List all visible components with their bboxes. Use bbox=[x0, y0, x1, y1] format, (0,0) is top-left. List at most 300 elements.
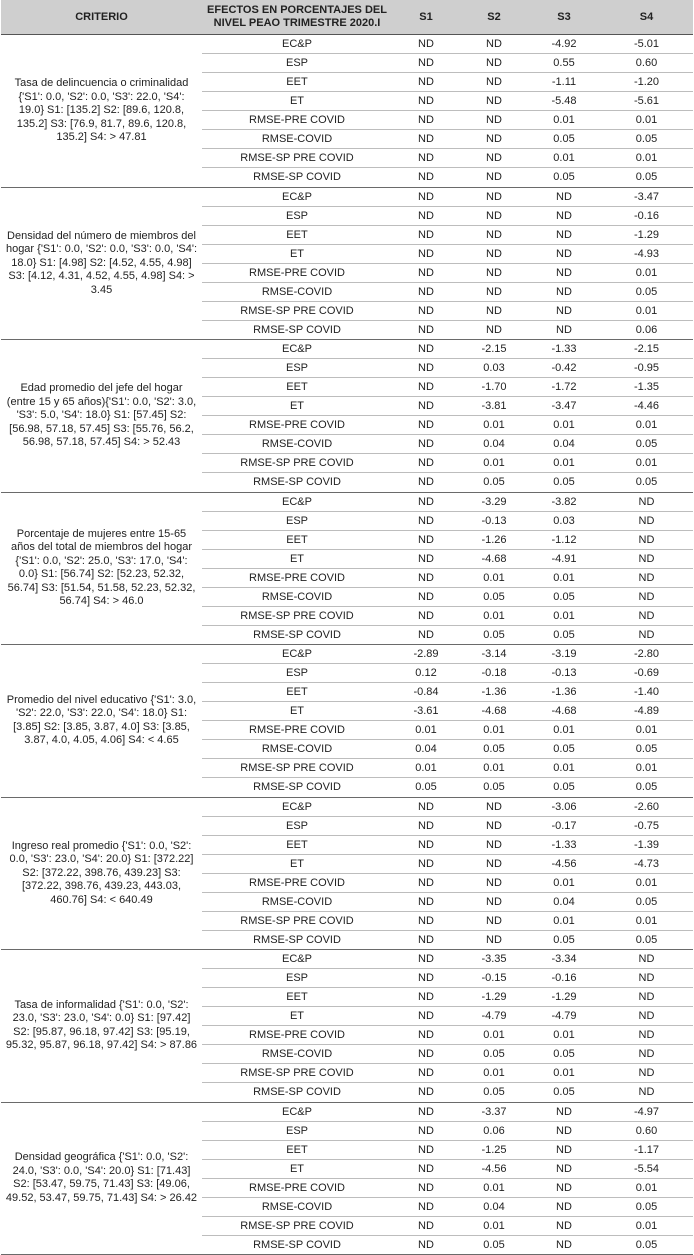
value-s2: -1.70 bbox=[460, 378, 528, 397]
value-s2: 0.06 bbox=[460, 1121, 528, 1140]
value-s4: ND bbox=[600, 511, 693, 530]
value-s4: ND bbox=[600, 1007, 693, 1026]
effect-label: ET bbox=[202, 549, 392, 568]
effect-label: ESP bbox=[202, 359, 392, 378]
value-s1: ND bbox=[392, 1235, 460, 1254]
effect-label: ESP bbox=[202, 206, 392, 225]
effect-label: RMSE-SP COVID bbox=[202, 168, 392, 187]
value-s1: ND bbox=[392, 54, 460, 73]
value-s1: ND bbox=[392, 92, 460, 111]
effect-label: EET bbox=[202, 988, 392, 1007]
value-s3: 0.01 bbox=[528, 721, 600, 740]
value-s2: -3.81 bbox=[460, 397, 528, 416]
table-row bbox=[1, 340, 693, 359]
value-s1: ND bbox=[392, 797, 460, 816]
effect-label: RMSE-SP COVID bbox=[202, 930, 392, 949]
effect-label: RMSE-SP COVID bbox=[202, 320, 392, 339]
value-s2: -4.56 bbox=[460, 1159, 528, 1178]
value-s1: ND bbox=[392, 73, 460, 92]
value-s2: ND bbox=[460, 854, 528, 873]
value-s3: 0.01 bbox=[528, 759, 600, 778]
effect-label: EET bbox=[202, 835, 392, 854]
value-s2: ND bbox=[460, 930, 528, 949]
effect-label: RMSE-SP COVID bbox=[202, 625, 392, 644]
value-s3: ND bbox=[528, 1216, 600, 1235]
value-s2: 0.05 bbox=[460, 1235, 528, 1254]
value-s1: ND bbox=[392, 1102, 460, 1121]
value-s4: 0.05 bbox=[600, 778, 693, 797]
effect-label: RMSE-COVID bbox=[202, 892, 392, 911]
value-s2: ND bbox=[486, 38, 502, 51]
effect-label: RMSE-SP COVID bbox=[202, 1235, 392, 1254]
table-row bbox=[1, 1102, 693, 1121]
value-s2: ND bbox=[460, 54, 528, 73]
effect-label: EC&P bbox=[202, 797, 392, 816]
value-s1: ND bbox=[392, 568, 460, 587]
value-s3: ND bbox=[528, 187, 600, 206]
criterio-cell: Ingreso real promedio {'S1': 0.0, 'S2': 0.0, 'S3': 23.0, 'S4': 20.0} S1: [372.22] S2: [372.22, 398.76, 439.23] S3: [372.22, 398.76, 439.23, 443.03, 460.76] S4: < 640.49 bbox=[1, 797, 202, 950]
effect-label: RMSE-COVID bbox=[202, 740, 392, 759]
value-s2: ND bbox=[460, 92, 528, 111]
effect-label: EC&P bbox=[282, 38, 312, 51]
value-s3: -4.79 bbox=[528, 1007, 600, 1026]
value-s3: ND bbox=[528, 1121, 600, 1140]
value-s2: 0.01 bbox=[460, 606, 528, 625]
value-s1: ND bbox=[392, 911, 460, 930]
value-s4: 0.05 bbox=[600, 740, 693, 759]
value-s4: 0.01 bbox=[600, 721, 693, 740]
value-s3: 0.05 bbox=[528, 778, 600, 797]
value-s2: ND bbox=[460, 797, 528, 816]
value-s4: -4.46 bbox=[600, 397, 693, 416]
value-s2: -0.13 bbox=[460, 511, 528, 530]
value-s1: ND bbox=[392, 969, 460, 988]
value-s3: -0.16 bbox=[528, 969, 600, 988]
value-s4: -4.93 bbox=[600, 244, 693, 263]
value-s4: 0.05 bbox=[600, 435, 693, 454]
value-s1: ND bbox=[392, 435, 460, 454]
value-s1: 0.01 bbox=[392, 721, 460, 740]
value-s1: ND bbox=[392, 301, 460, 320]
value-s1: ND bbox=[392, 1216, 460, 1235]
effect-label: RMSE-SP COVID bbox=[202, 1083, 392, 1102]
value-s4: 0.01 bbox=[600, 1178, 693, 1197]
value-s3: -3.19 bbox=[528, 645, 600, 664]
value-s3: 0.01 bbox=[528, 873, 600, 892]
value-s1: ND bbox=[392, 606, 460, 625]
value-s1: ND bbox=[392, 892, 460, 911]
value-s1: 0.01 bbox=[392, 759, 460, 778]
value-s2: 0.05 bbox=[460, 740, 528, 759]
value-s4: -4.73 bbox=[600, 854, 693, 873]
value-s3: 0.01 bbox=[528, 606, 600, 625]
effect-label: RMSE-PRE COVID bbox=[202, 263, 392, 282]
value-s3: ND bbox=[528, 1235, 600, 1254]
value-s2: ND bbox=[460, 263, 528, 282]
value-s4: -0.75 bbox=[600, 816, 693, 835]
value-s1: ND bbox=[392, 454, 460, 473]
value-s3: ND bbox=[528, 206, 600, 225]
table-row bbox=[1, 797, 693, 816]
value-s4: ND bbox=[600, 625, 693, 644]
criterio-cell: Densidad del número de miembros del hogar {'S1': 0.0, 'S2': 0.0, 'S3': 0.0, 'S4': 18.0} S1: [4.98] S2: [4.52, 4.55, 4.98] S3: [4.12, 4.31, 4.52, 4.55, 4.98] S4: > 3.45 bbox=[1, 187, 202, 340]
header-s4: S4 bbox=[600, 0, 693, 35]
value-s4: 0.60 bbox=[600, 1121, 693, 1140]
value-s1: ND bbox=[392, 625, 460, 644]
effect-label: RMSE-PRE COVID bbox=[202, 873, 392, 892]
value-s3: 0.05 bbox=[528, 1045, 600, 1064]
value-s1: ND bbox=[392, 549, 460, 568]
value-s4: ND bbox=[600, 530, 693, 549]
value-s1: ND bbox=[392, 244, 460, 263]
value-s4: 0.01 bbox=[600, 263, 693, 282]
value-s4: 0.01 bbox=[600, 873, 693, 892]
value-s2: ND bbox=[460, 187, 528, 206]
effect-label: ET bbox=[202, 854, 392, 873]
value-s1: ND bbox=[392, 1045, 460, 1064]
value-s4: 0.05 bbox=[600, 892, 693, 911]
value-s4: ND bbox=[600, 606, 693, 625]
value-s1: ND bbox=[392, 1197, 460, 1216]
effect-label: EET bbox=[202, 1140, 392, 1159]
value-s2: ND bbox=[460, 892, 528, 911]
value-s3: ND bbox=[528, 263, 600, 282]
effect-label: RMSE-SP PRE COVID bbox=[202, 759, 392, 778]
value-s4: -5.01 bbox=[633, 38, 660, 51]
value-s3: -1.33 bbox=[528, 835, 600, 854]
effect-label: RMSE-PRE COVID bbox=[202, 721, 392, 740]
value-s1: ND bbox=[392, 340, 460, 359]
value-s4: 0.01 bbox=[600, 149, 693, 168]
value-s2: ND bbox=[460, 301, 528, 320]
value-s4: 0.01 bbox=[600, 111, 693, 130]
effect-label: RMSE-SP PRE COVID bbox=[202, 606, 392, 625]
effect-label: RMSE-SP PRE COVID bbox=[202, 149, 392, 168]
value-s1: ND bbox=[392, 530, 460, 549]
value-s1: ND bbox=[392, 225, 460, 244]
value-s4: 0.05 bbox=[600, 473, 693, 492]
effect-label: RMSE-COVID bbox=[202, 1197, 392, 1216]
value-s3: -3.47 bbox=[528, 397, 600, 416]
value-s4: 0.05 bbox=[600, 282, 693, 301]
value-s4: -0.16 bbox=[600, 206, 693, 225]
value-s3: 0.04 bbox=[528, 892, 600, 911]
value-s1: ND bbox=[392, 187, 460, 206]
value-s3: ND bbox=[528, 244, 600, 263]
value-s2: -4.68 bbox=[460, 549, 528, 568]
value-s3: ND bbox=[528, 1140, 600, 1159]
value-s1: ND bbox=[392, 1159, 460, 1178]
value-s4: -1.29 bbox=[600, 225, 693, 244]
value-s2: 0.04 bbox=[460, 1197, 528, 1216]
value-s3: 0.01 bbox=[528, 1026, 600, 1045]
value-s4: 0.05 bbox=[600, 1197, 693, 1216]
value-s4: -2.80 bbox=[600, 645, 693, 664]
value-s2: 0.05 bbox=[460, 625, 528, 644]
value-s2: -1.29 bbox=[460, 988, 528, 1007]
header-efectos: EFECTOS EN PORCENTAJES DEL NIVEL PEAO TRIMESTRE 2020.I bbox=[202, 0, 392, 35]
value-s4: -5.54 bbox=[600, 1159, 693, 1178]
effect-label: ET bbox=[202, 702, 392, 721]
table-row bbox=[1, 492, 693, 511]
effect-label: RMSE-SP PRE COVID bbox=[202, 1064, 392, 1083]
value-s2: 0.05 bbox=[460, 473, 528, 492]
effect-label: ESP bbox=[202, 54, 392, 73]
value-s2: 0.05 bbox=[460, 778, 528, 797]
criterio-cell: Promedio del nivel educativo {'S1': 3.0, 'S2': 22.0, 'S3': 22.0, 'S4': 18.0} S1: [3.85] S2: [3.85, 3.87, 4.0] S3: [3.85, 3.87, 4.0, 4.05, 4.06] S4: < 4.65 bbox=[1, 645, 202, 798]
value-s4: 0.05 bbox=[600, 168, 693, 187]
value-s1: ND bbox=[392, 854, 460, 873]
value-s1: -0.84 bbox=[392, 683, 460, 702]
value-s4: -4.97 bbox=[600, 1102, 693, 1121]
effect-label: EET bbox=[202, 530, 392, 549]
effect-label: RMSE-SP COVID bbox=[202, 778, 392, 797]
effect-label: ESP bbox=[202, 511, 392, 530]
value-s1: ND bbox=[392, 320, 460, 339]
value-s3: ND bbox=[528, 1197, 600, 1216]
value-s4: -1.17 bbox=[600, 1140, 693, 1159]
value-s1: ND bbox=[392, 1140, 460, 1159]
value-s2: -1.25 bbox=[460, 1140, 528, 1159]
value-s2: -3.37 bbox=[460, 1102, 528, 1121]
value-s1: ND bbox=[392, 1007, 460, 1026]
value-s3: 0.05 bbox=[528, 625, 600, 644]
value-s2: 0.01 bbox=[460, 1178, 528, 1197]
effect-label: RMSE-COVID bbox=[202, 130, 392, 149]
effect-label: RMSE-PRE COVID bbox=[202, 1178, 392, 1197]
value-s3: 0.55 bbox=[528, 54, 600, 73]
value-s1: ND bbox=[392, 263, 460, 282]
value-s2: 0.01 bbox=[460, 1064, 528, 1083]
effect-label: RMSE-COVID bbox=[202, 1045, 392, 1064]
value-s4: -0.95 bbox=[600, 359, 693, 378]
criterio-cell: Tasa de informalidad {'S1': 0.0, 'S2': 23.0, 'S3': 23.0, 'S4': 0.0} S1: [97.42] S2: [95.87, 96.18, 97.42] S3: [95.19, 95.32, 95.87, 96.18, 97.42] S4: > 87.86 bbox=[1, 950, 202, 1103]
effect-label: RMSE-SP PRE COVID bbox=[202, 454, 392, 473]
value-s4: ND bbox=[600, 492, 693, 511]
value-s1: ND bbox=[392, 130, 460, 149]
effect-label: RMSE-COVID bbox=[202, 587, 392, 606]
value-s4: ND bbox=[600, 1064, 693, 1083]
effect-label: ESP bbox=[202, 969, 392, 988]
value-s2: -0.18 bbox=[460, 664, 528, 683]
value-s2: 0.01 bbox=[460, 759, 528, 778]
value-s2: 0.05 bbox=[460, 1045, 528, 1064]
value-s1: 0.12 bbox=[392, 664, 460, 683]
value-s4: 0.60 bbox=[600, 54, 693, 73]
value-s1: ND bbox=[392, 930, 460, 949]
value-s4: -4.89 bbox=[600, 702, 693, 721]
value-s1: ND bbox=[392, 359, 460, 378]
value-s1: ND bbox=[392, 378, 460, 397]
effect-label: RMSE-PRE COVID bbox=[202, 416, 392, 435]
table-row bbox=[1, 950, 693, 969]
value-s4: -1.35 bbox=[600, 378, 693, 397]
value-s3: ND bbox=[528, 1159, 600, 1178]
value-s2: 0.05 bbox=[460, 1083, 528, 1102]
value-s1: ND bbox=[392, 950, 460, 969]
value-s2: ND bbox=[460, 130, 528, 149]
value-s3: -1.12 bbox=[528, 530, 600, 549]
table-header bbox=[1, 0, 693, 35]
value-s1: ND bbox=[392, 168, 460, 187]
header-criterio: CRITERIO bbox=[1, 0, 202, 35]
effect-label: EC&P bbox=[202, 187, 392, 206]
effect-label: EET bbox=[202, 225, 392, 244]
effect-label: EC&P bbox=[202, 492, 392, 511]
value-s2: 0.01 bbox=[460, 416, 528, 435]
value-s3: 0.01 bbox=[528, 911, 600, 930]
value-s2: ND bbox=[460, 244, 528, 263]
value-s2: -3.35 bbox=[460, 950, 528, 969]
value-s2: ND bbox=[460, 816, 528, 835]
value-s1: ND bbox=[392, 1064, 460, 1083]
value-s2: ND bbox=[460, 149, 528, 168]
criterio-cell: Porcentaje de mujeres entre 15-65 años del total de miembros del hogar {'S1': 0.0, 'S2': 25.0, 'S3': 17.0, 'S4': 0.0} S1: [56.74] S2: [52.23, 52.32, 56.74] S3: [51.54, 51.58, 52.23, 52.32, 56.74] S4: > 46.0 bbox=[1, 492, 202, 645]
value-s3: -1.11 bbox=[528, 73, 600, 92]
value-s3: -4.92 bbox=[551, 38, 577, 51]
value-s2: -4.79 bbox=[460, 1007, 528, 1026]
value-s2: -1.26 bbox=[460, 530, 528, 549]
value-s3: 0.01 bbox=[528, 111, 600, 130]
effect-label: ET bbox=[202, 244, 392, 263]
value-s2: ND bbox=[460, 911, 528, 930]
value-s4: 0.05 bbox=[600, 1235, 693, 1254]
results-table bbox=[1, 0, 693, 1255]
table-row bbox=[1, 645, 693, 664]
value-s2: ND bbox=[460, 168, 528, 187]
value-s1: ND bbox=[392, 206, 460, 225]
value-s1: 0.05 bbox=[392, 778, 460, 797]
value-s4: 0.01 bbox=[600, 301, 693, 320]
effect-label: RMSE-SP PRE COVID bbox=[202, 1216, 392, 1235]
value-s1: ND bbox=[392, 473, 460, 492]
value-s3: 0.05 bbox=[528, 473, 600, 492]
effect-label: ET bbox=[202, 92, 392, 111]
effect-label: RMSE-PRE COVID bbox=[202, 568, 392, 587]
value-s3: ND bbox=[528, 1178, 600, 1197]
value-s4: ND bbox=[600, 587, 693, 606]
value-s1: ND bbox=[392, 816, 460, 835]
value-s2: ND bbox=[460, 320, 528, 339]
value-s3: 0.01 bbox=[528, 568, 600, 587]
value-s4: -2.60 bbox=[600, 797, 693, 816]
value-s4: 0.01 bbox=[600, 454, 693, 473]
value-s2: 0.05 bbox=[460, 587, 528, 606]
value-s1: ND bbox=[392, 511, 460, 530]
table-row bbox=[1, 35, 693, 54]
value-s3: 0.01 bbox=[528, 454, 600, 473]
value-s3: -1.33 bbox=[528, 340, 600, 359]
value-s3: 0.05 bbox=[528, 587, 600, 606]
value-s3: -3.82 bbox=[528, 492, 600, 511]
value-s1: ND bbox=[392, 1178, 460, 1197]
value-s1: ND bbox=[392, 282, 460, 301]
value-s1: -3.61 bbox=[392, 702, 460, 721]
effect-label: ET bbox=[202, 397, 392, 416]
criterio-cell: Edad promedio del jefe del hogar (entre 15 y 65 años){'S1': 0.0, 'S2': 3.0, 'S3': 5.0, 'S4': 18.0} S1: [57.45] S2: [56.98, 57.18, 57.45] S3: [55.76, 56.2, 56.98, 57.18, 57.45] S4: > 52.43 bbox=[1, 340, 202, 493]
value-s3: -3.06 bbox=[528, 797, 600, 816]
value-s1: ND bbox=[392, 111, 460, 130]
value-s4: ND bbox=[600, 969, 693, 988]
value-s4: 0.06 bbox=[600, 320, 693, 339]
value-s3: 0.05 bbox=[528, 740, 600, 759]
value-s4: 0.01 bbox=[600, 1216, 693, 1235]
effect-label: RMSE-SP PRE COVID bbox=[202, 301, 392, 320]
value-s3: ND bbox=[528, 282, 600, 301]
value-s1: ND bbox=[392, 1026, 460, 1045]
value-s1: ND bbox=[392, 988, 460, 1007]
criterio-cell: Densidad geográfica {'S1': 0.0, 'S2': 24.0, 'S3': 0.0, 'S4': 20.0} S1: [71.43] S2: [53.47, 59.75, 71.43] S3: [49.06, 49.52, 53.47, 59.75, 71.43] S4: > 26.42 bbox=[1, 1102, 202, 1255]
value-s2: ND bbox=[460, 225, 528, 244]
effect-label: EC&P bbox=[202, 340, 392, 359]
value-s4: -1.39 bbox=[600, 835, 693, 854]
value-s3: 0.05 bbox=[528, 130, 600, 149]
value-s3: -1.36 bbox=[528, 683, 600, 702]
value-s4: -2.15 bbox=[600, 340, 693, 359]
value-s2: -3.29 bbox=[460, 492, 528, 511]
value-s1: ND bbox=[392, 149, 460, 168]
value-s3: ND bbox=[528, 301, 600, 320]
effect-label: ESP bbox=[202, 664, 392, 683]
header-s2: S2 bbox=[460, 0, 528, 35]
effect-label: ET bbox=[202, 1007, 392, 1026]
effect-label: RMSE-SP COVID bbox=[202, 473, 392, 492]
effect-label: ET bbox=[202, 1159, 392, 1178]
value-s3: -1.72 bbox=[528, 378, 600, 397]
value-s2: 0.01 bbox=[460, 1216, 528, 1235]
value-s4: ND bbox=[600, 1045, 693, 1064]
value-s2: 0.01 bbox=[460, 721, 528, 740]
value-s2: ND bbox=[460, 282, 528, 301]
effect-label: RMSE-PRE COVID bbox=[202, 111, 392, 130]
effect-label: EET bbox=[202, 73, 392, 92]
value-s3: 0.05 bbox=[528, 930, 600, 949]
value-s3: 0.05 bbox=[528, 168, 600, 187]
value-s2: ND bbox=[460, 111, 528, 130]
value-s3: 0.03 bbox=[528, 511, 600, 530]
value-s4: ND bbox=[600, 950, 693, 969]
value-s1: ND bbox=[392, 873, 460, 892]
value-s2: 0.01 bbox=[460, 454, 528, 473]
value-s4: -5.61 bbox=[600, 92, 693, 111]
value-s4: 0.01 bbox=[600, 759, 693, 778]
value-s4: ND bbox=[600, 1026, 693, 1045]
value-s3: -5.48 bbox=[528, 92, 600, 111]
value-s2: 0.04 bbox=[460, 435, 528, 454]
value-s1: ND bbox=[392, 835, 460, 854]
value-s4: -3.47 bbox=[600, 187, 693, 206]
header-s1: S1 bbox=[392, 0, 460, 35]
value-s4: 0.05 bbox=[600, 130, 693, 149]
effect-label: RMSE-SP PRE COVID bbox=[202, 911, 392, 930]
value-s3: ND bbox=[528, 320, 600, 339]
value-s3: ND bbox=[528, 225, 600, 244]
effect-label: RMSE-PRE COVID bbox=[202, 1026, 392, 1045]
effect-label: RMSE-COVID bbox=[202, 282, 392, 301]
value-s4: ND bbox=[600, 549, 693, 568]
value-s2: ND bbox=[460, 873, 528, 892]
value-s4: ND bbox=[600, 568, 693, 587]
header-s3: S3 bbox=[528, 0, 600, 35]
value-s1: 0.04 bbox=[392, 740, 460, 759]
value-s2: ND bbox=[460, 73, 528, 92]
value-s2: ND bbox=[460, 206, 528, 225]
effect-label: ESP bbox=[202, 816, 392, 835]
value-s4: -1.20 bbox=[600, 73, 693, 92]
value-s4: 0.01 bbox=[600, 911, 693, 930]
value-s2: 0.03 bbox=[460, 359, 528, 378]
value-s1: ND bbox=[418, 38, 434, 51]
